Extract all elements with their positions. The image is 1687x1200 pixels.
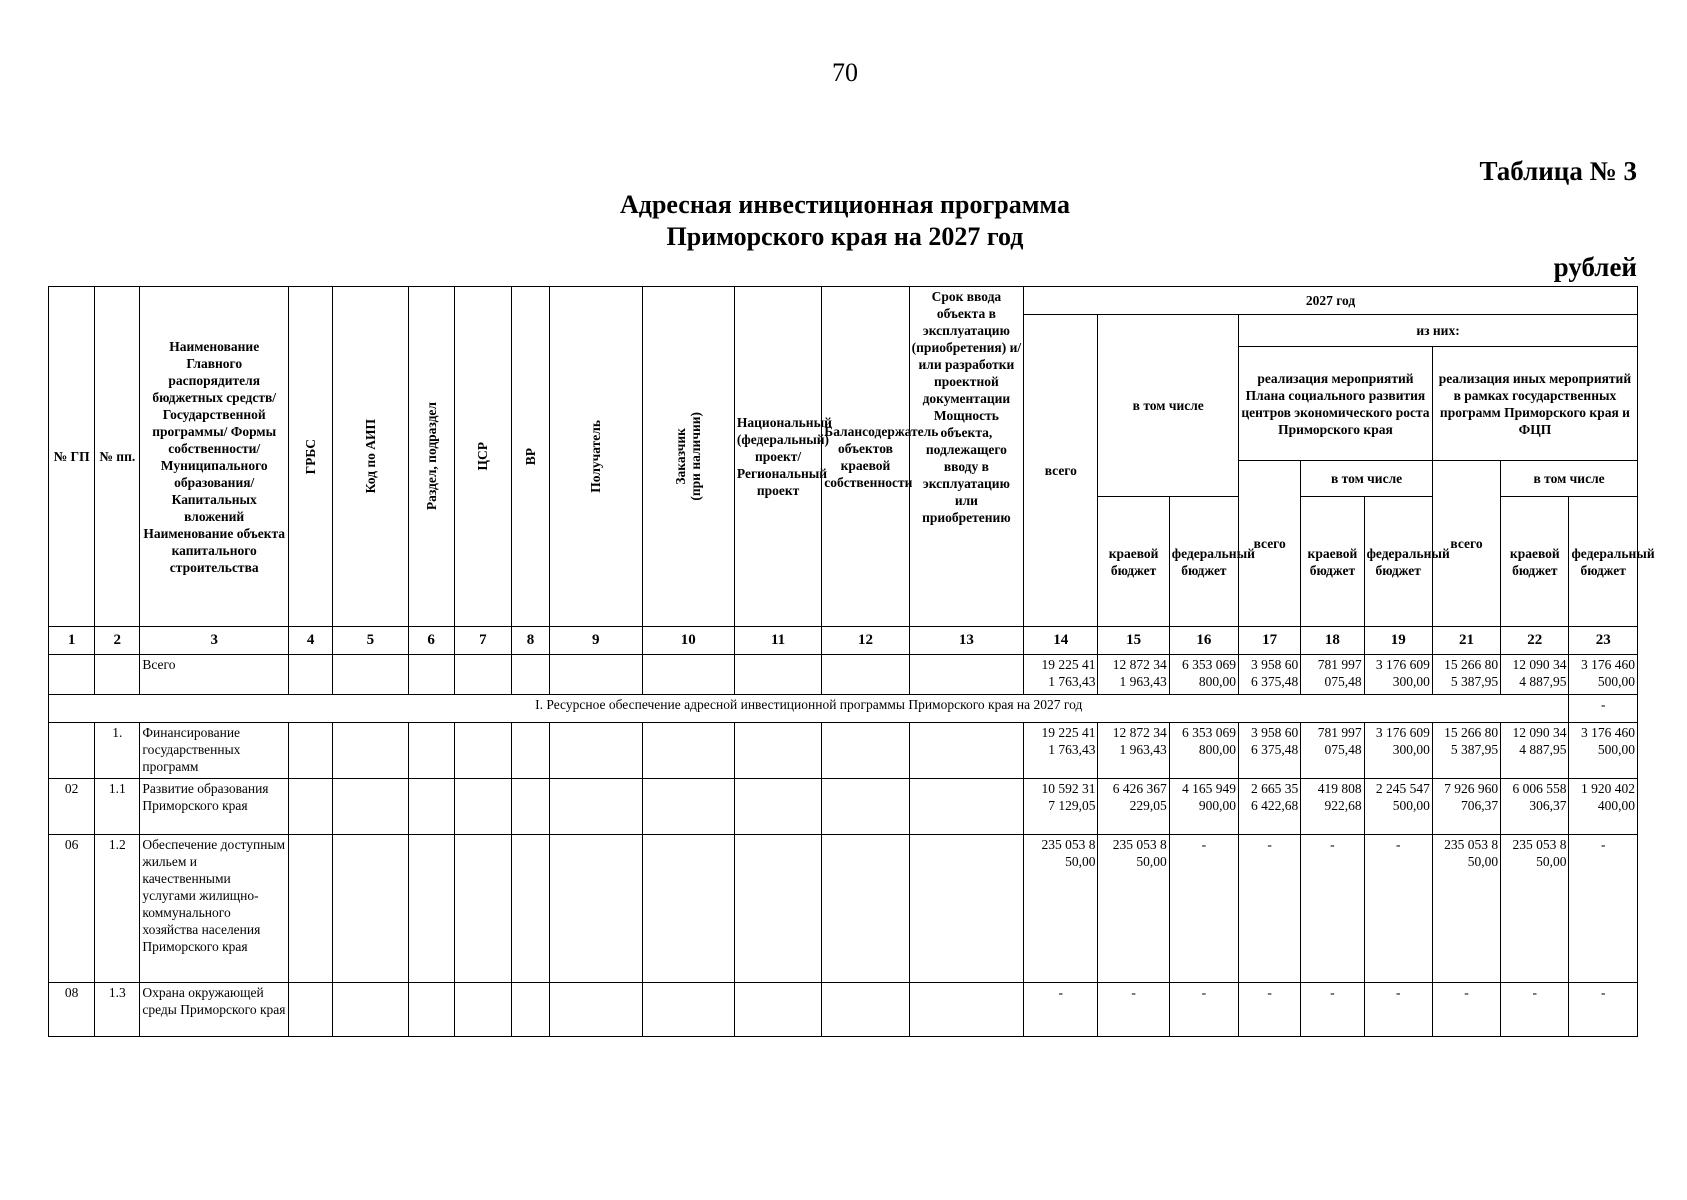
empty-cell (642, 779, 734, 835)
table-row (49, 723, 1638, 779)
program-name: Развитие образования Приморского края (140, 779, 289, 835)
column-number: 21 (1432, 627, 1500, 655)
amount-cell: 12 872 34 1 963,43 (1098, 723, 1169, 779)
amount-cell: 6 353 069 800,00 (1169, 723, 1238, 779)
amount-cell: 235 053 8 50,00 (1024, 835, 1098, 983)
amount-cell: 1 920 402 400,00 (1569, 779, 1638, 835)
empty-cell (734, 835, 821, 983)
column-number: 18 (1301, 627, 1364, 655)
empty-cell (408, 723, 454, 779)
header-customer (642, 287, 734, 627)
empty-cell (734, 983, 821, 1037)
section-title: I. Ресурсное обеспечение адресной инвестиционной программы Приморского края на 2027 год (49, 695, 1569, 723)
header-of-them: из них: (1239, 315, 1638, 347)
empty-cell (95, 655, 140, 695)
column-number: 2 (95, 627, 140, 655)
amount-cell: 19 225 41 1 763,43 (1024, 655, 1098, 695)
empty-cell (408, 779, 454, 835)
header-customer-text (673, 412, 703, 501)
empty-cell (550, 655, 642, 695)
header-csr (454, 287, 511, 627)
header-gp-number: № ГП (49, 287, 95, 627)
amount-cell: - (1239, 835, 1301, 983)
amount-cell: 15 266 80 5 387,95 (1432, 655, 1500, 695)
amount-cell: 781 997 075,48 (1301, 723, 1364, 779)
empty-cell (511, 835, 549, 983)
header-plan-federal-budget: федеральный бюджет (1364, 497, 1432, 627)
empty-cell (289, 723, 333, 779)
amount-cell: - (1301, 835, 1364, 983)
column-number: 19 (1364, 627, 1432, 655)
title-line-1: Адресная инвестиционная программа (620, 190, 1070, 219)
amount-cell: 235 053 8 50,00 (1432, 835, 1500, 983)
empty-cell (408, 655, 454, 695)
amount-cell: 10 592 31 7 129,05 (1024, 779, 1098, 835)
empty-cell (909, 983, 1023, 1037)
column-number: 9 (550, 627, 642, 655)
header-vr (511, 287, 549, 627)
header-deadline: Срок ввода объекта в эксплуатацию (приобретения) и/или разработки проектной документации Мощность объекта, подлежащего вводу в эксплуатацию или приобретению (909, 287, 1023, 627)
title-line-2: Приморского края на 2027 год (666, 222, 1024, 251)
pp-number: 1.2 (95, 835, 140, 983)
header-section (408, 287, 454, 627)
header-other-regional-budget: краевой бюджет (1501, 497, 1569, 627)
gp-number: 02 (49, 779, 95, 835)
amount-cell: - (1432, 983, 1500, 1037)
amount-cell: - (1098, 983, 1169, 1037)
empty-cell (909, 779, 1023, 835)
empty-cell (511, 983, 549, 1037)
header-plan-including: в том числе (1301, 461, 1433, 497)
amount-cell: 6 426 367 229,05 (1098, 779, 1169, 835)
section-end-dash: - (1569, 695, 1638, 723)
empty-cell (49, 655, 95, 695)
empty-cell (822, 655, 909, 695)
column-number: 17 (1239, 627, 1301, 655)
page-number: 70 (832, 58, 858, 87)
empty-cell (550, 779, 642, 835)
column-number: 16 (1169, 627, 1238, 655)
empty-cell (550, 983, 642, 1037)
header-national-project: Национальный (федеральный) проект/ Региональный проект (734, 287, 821, 627)
amount-cell: 12 090 34 4 887,95 (1501, 655, 1569, 695)
amount-cell: 3 958 60 6 375,48 (1239, 723, 1301, 779)
empty-cell (909, 655, 1023, 695)
header-including: в том числе (1098, 315, 1239, 497)
header-name: Наименование Главного распорядителя бюджетных средств/Государственной программы/ Формы собственности/Муниципального образования/Капитальных вложений Наименование объекта капитального строительства (140, 287, 289, 627)
amount-cell: 3 176 460 500,00 (1569, 655, 1638, 695)
column-number: 14 (1024, 627, 1098, 655)
amount-cell: 15 266 80 5 387,95 (1432, 723, 1500, 779)
column-number: 5 (333, 627, 408, 655)
empty-cell (734, 655, 821, 695)
empty-cell (642, 983, 734, 1037)
amount-cell: 12 090 34 4 887,95 (1501, 723, 1569, 779)
gp-number: 06 (49, 835, 95, 983)
pp-number: 1.1 (95, 779, 140, 835)
amount-cell: 419 808 922,68 (1301, 779, 1364, 835)
column-number: 7 (454, 627, 511, 655)
empty-cell (454, 835, 511, 983)
empty-cell (734, 779, 821, 835)
total-row (49, 655, 1638, 695)
header-aip-code (333, 287, 408, 627)
column-numbers-row (49, 627, 1638, 655)
amount-cell: - (1501, 983, 1569, 1037)
amount-cell: 3 176 609 300,00 (1364, 723, 1432, 779)
column-number: 15 (1098, 627, 1169, 655)
program-name: Финансирование государственных программ (140, 723, 289, 779)
empty-cell (333, 835, 408, 983)
column-number: 3 (140, 627, 289, 655)
column-number: 1 (49, 627, 95, 655)
amount-cell: 19 225 41 1 763,43 (1024, 723, 1098, 779)
amount-cell: 2 245 547 500,00 (1364, 779, 1432, 835)
header-customer-line-2: (при наличии) (688, 412, 704, 501)
amount-cell: 3 176 460 500,00 (1569, 723, 1638, 779)
amount-cell: - (1169, 983, 1238, 1037)
header-other-group: реализация иных мероприятий в рамках государственных программ Приморского края и ФЦП (1432, 347, 1637, 461)
empty-cell (511, 655, 549, 695)
empty-cell (822, 779, 909, 835)
empty-cell (822, 835, 909, 983)
amount-cell: 3 958 60 6 375,48 (1239, 655, 1301, 695)
program-name: Обеспечение доступным жильем и качественными услугами жилищно-коммунального хозяйства населения Приморского края (140, 835, 289, 983)
amount-cell: 235 053 8 50,00 (1501, 835, 1569, 983)
empty-cell (408, 983, 454, 1037)
column-number: 22 (1501, 627, 1569, 655)
column-number: 6 (408, 627, 454, 655)
column-number: 8 (511, 627, 549, 655)
pp-number: 1.3 (95, 983, 140, 1037)
header-plan-total: всего (1239, 461, 1301, 627)
empty-cell (289, 983, 333, 1037)
amount-cell: - (1569, 835, 1638, 983)
header-pp-number: № пп. (95, 287, 140, 627)
gp-number: 08 (49, 983, 95, 1037)
amount-cell: 7 926 960 706,37 (1432, 779, 1500, 835)
amount-cell: 6 353 069 800,00 (1169, 655, 1238, 695)
investment-program-table (48, 286, 1655, 1037)
units-label: рублей (1553, 252, 1637, 282)
empty-cell (822, 983, 909, 1037)
column-number: 23 (1569, 627, 1638, 655)
header-csr-text: ЦСР (475, 442, 491, 471)
amount-cell: 3 176 609 300,00 (1364, 655, 1432, 695)
table-row (49, 779, 1638, 835)
amount-cell: 12 872 34 1 963,43 (1098, 655, 1169, 695)
empty-cell (909, 723, 1023, 779)
pp-number: 1. (95, 723, 140, 779)
empty-cell (333, 983, 408, 1037)
header-vr-text: ВР (523, 447, 539, 466)
header-federal-budget: федеральный бюджет (1169, 497, 1238, 627)
header-grbs-text: ГРБС (303, 438, 319, 475)
empty-cell (642, 655, 734, 695)
empty-cell (822, 723, 909, 779)
column-number: 13 (909, 627, 1023, 655)
empty-cell (289, 835, 333, 983)
amount-cell: - (1364, 983, 1432, 1037)
header-recipient (550, 287, 642, 627)
amount-cell: 6 006 558 306,37 (1501, 779, 1569, 835)
amount-cell: 4 165 949 900,00 (1169, 779, 1238, 835)
amount-cell: 781 997 075,48 (1301, 655, 1364, 695)
header-plan-regional-budget: краевой бюджет (1301, 497, 1364, 627)
amount-cell: - (1024, 983, 1098, 1037)
empty-cell (734, 723, 821, 779)
empty-cell (454, 655, 511, 695)
header-regional-budget: краевой бюджет (1098, 497, 1169, 627)
header-grbs (289, 287, 333, 627)
empty-cell (289, 779, 333, 835)
amount-cell: - (1169, 835, 1238, 983)
total-label: Всего (140, 655, 289, 695)
column-number: 4 (289, 627, 333, 655)
section-row (49, 695, 1638, 723)
header-section-text: Раздел, подраздел (423, 402, 439, 511)
empty-cell (454, 983, 511, 1037)
amount-cell: - (1239, 983, 1301, 1037)
column-number: 11 (734, 627, 821, 655)
gp-number (49, 723, 95, 779)
header-plan-group: реализация мероприятий Плана социального развития центров экономического роста Приморского края (1239, 347, 1433, 461)
header-total: всего (1024, 315, 1098, 627)
empty-cell (333, 723, 408, 779)
header-balance-holder: Балансодержатель объектов краевой собственности (822, 287, 909, 627)
empty-cell (333, 779, 408, 835)
program-name: Охрана окружающей среды Приморского края (140, 983, 289, 1037)
table-row (49, 983, 1638, 1037)
empty-cell (642, 723, 734, 779)
header-other-including: в том числе (1501, 461, 1638, 497)
empty-cell (511, 723, 549, 779)
empty-cell (289, 655, 333, 695)
table-row (49, 835, 1638, 983)
empty-cell (333, 655, 408, 695)
header-recipient-text: Получатель (588, 420, 604, 493)
amount-cell: - (1364, 835, 1432, 983)
column-number: 10 (642, 627, 734, 655)
header-aip-code-text: Код по АИП (362, 419, 378, 494)
header-year: 2027 год (1024, 287, 1638, 315)
amount-cell: - (1569, 983, 1638, 1037)
empty-cell (550, 723, 642, 779)
amount-cell: 2 665 35 6 422,68 (1239, 779, 1301, 835)
amount-cell: 235 053 8 50,00 (1098, 835, 1169, 983)
empty-cell (642, 835, 734, 983)
empty-cell (909, 835, 1023, 983)
header-customer-line-1: Заказчик (673, 428, 689, 485)
empty-cell (511, 779, 549, 835)
table-label: Таблица № 3 (1479, 156, 1637, 186)
document-title (480, 189, 1210, 253)
empty-cell (408, 835, 454, 983)
header-other-total: всего (1432, 461, 1500, 627)
column-number: 12 (822, 627, 909, 655)
empty-cell (454, 723, 511, 779)
amount-cell: - (1301, 983, 1364, 1037)
empty-cell (550, 835, 642, 983)
header-other-federal-budget: федеральный бюджет (1569, 497, 1638, 627)
empty-cell (454, 779, 511, 835)
